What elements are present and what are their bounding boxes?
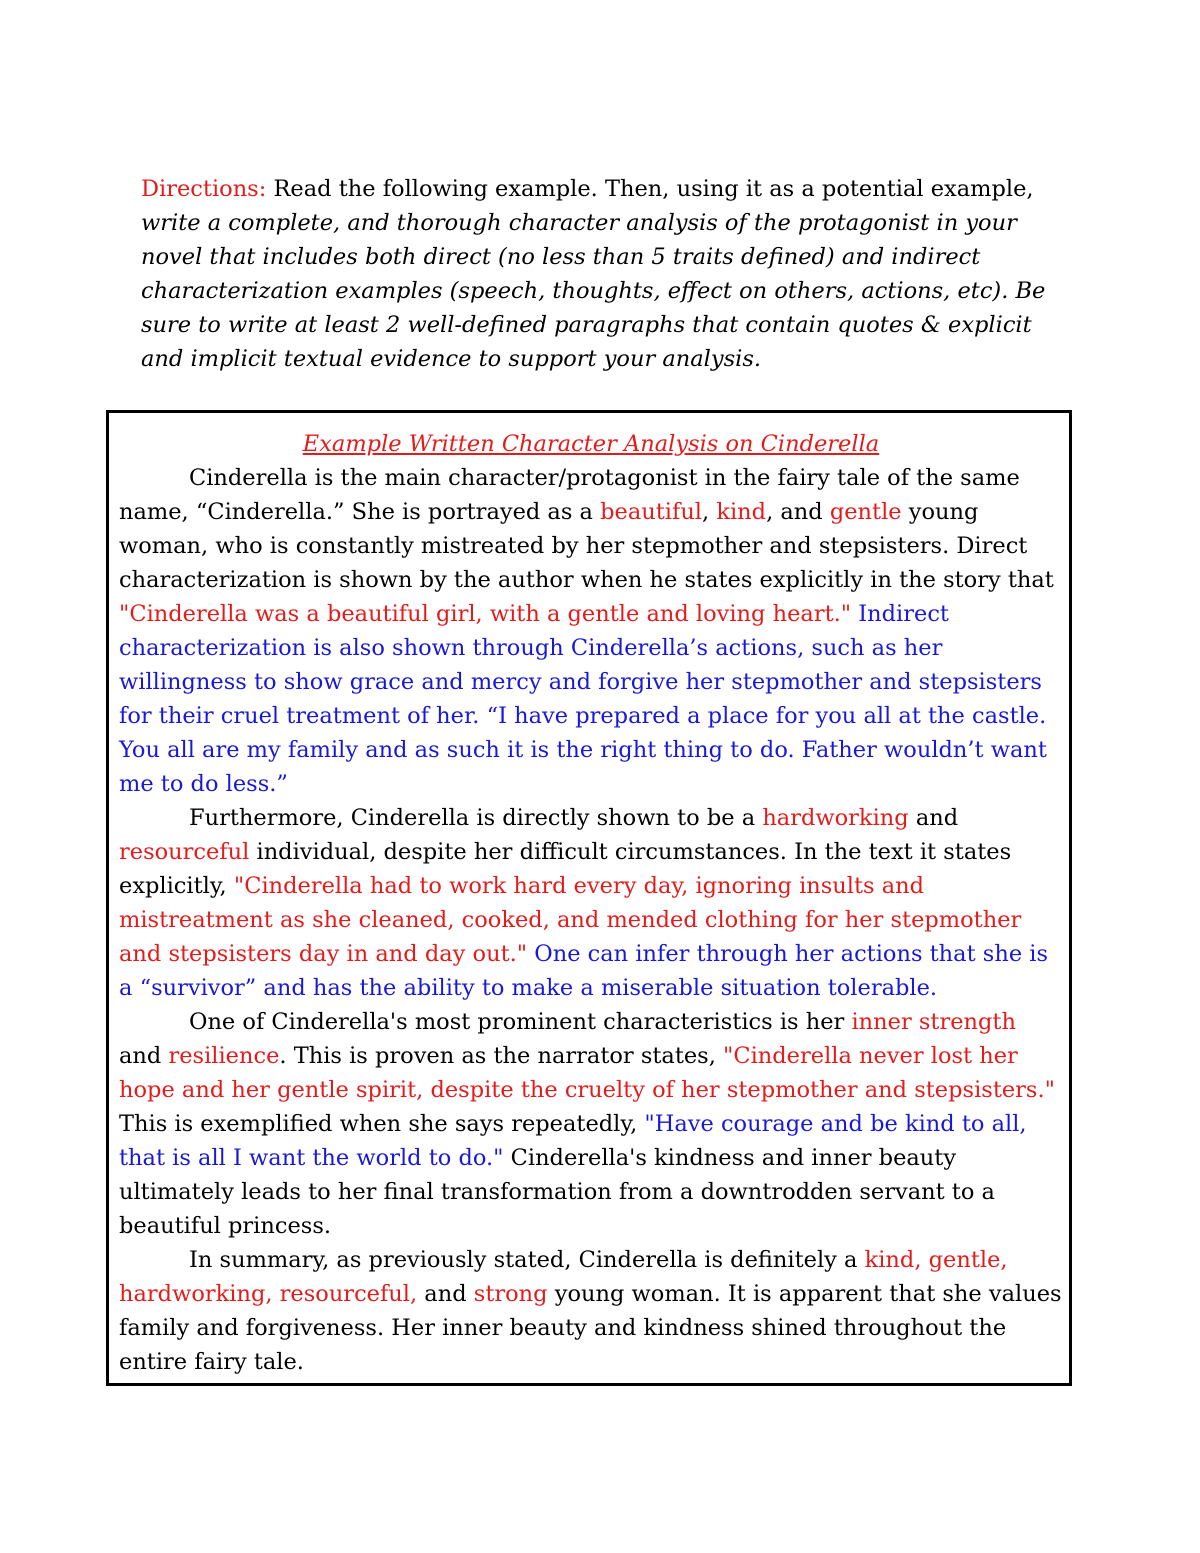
p1-indirect-characterization: Indirect characterization is also shown through Cinderella’s actions, such as her willingness to show grace and mercy and forgive her stepmother and stepsisters for their cruel treatment of her. “I have prepared a place for you all at the castle. You all are my family and as such it is the right thing to do. Father wouldn’t want me to do less.” <box>119 601 1047 797</box>
trait-resourceful: resourceful <box>119 839 250 865</box>
traits-summary: kind, gentle, hardworking, resourceful, <box>119 1247 1008 1307</box>
p4-text-2: and <box>417 1281 474 1307</box>
p3-speech-quote: "Have courage and be kind to all, that is all I want the world to do." <box>119 1111 1027 1171</box>
p4-text-3: young woman. It is apparent that she values family and forgiveness. Her inner beauty and kindness shined throughout the entire fairy tale. <box>119 1281 1062 1375</box>
paragraph-2 <box>119 801 1063 1005</box>
directions-intro: Read the following example. Then, using it as a potential example, <box>266 176 1034 202</box>
paragraph-3 <box>119 1005 1063 1243</box>
p3-text-2: and <box>119 1043 169 1069</box>
p2-inference: One can infer through her actions that she is a “survivor” and has the ability to make a miserable situation tolerable. <box>119 941 1049 1001</box>
p1-text-2: , <box>702 499 717 525</box>
p3-text-4: This is exemplified when she says repeatedly, <box>119 1111 645 1137</box>
p3-text-3: . This is proven as the narrator states, <box>279 1043 724 1069</box>
directions-label: Directions: <box>141 176 267 202</box>
p1-direct-quote: "Cinderella was a beautiful girl, with a gentle and loving heart." <box>119 601 852 627</box>
p1-text-3: , and <box>766 499 830 525</box>
paragraph-1 <box>119 461 1063 801</box>
p3-text-5: Cinderella's kindness and inner beauty ultimately leads to her final transformation from a downtrodden servant to a beautiful princess. <box>119 1145 995 1239</box>
p2-direct-quote: "Cinderella had to work hard every day, ignoring insults and mistreatment as she cleaned, cooked, and mended clothing for her stepmother and stepsisters day in and day out." <box>119 873 1022 967</box>
p3-narrator-quote: "Cinderella never lost her hope and her gentle spirit, despite the cruelty of her stepmother and stepsisters." <box>119 1043 1055 1103</box>
p1-text-1: Cinderella is the main character/protagonist in the fairy tale of the same name, “Cinderella.” She is portrayed as a <box>119 465 1020 525</box>
example-box <box>106 410 1072 1386</box>
trait-strong: strong <box>473 1281 548 1307</box>
p2-text-3: individual, despite her difficult circumstances. In the text it states explicitly, <box>119 839 1012 899</box>
trait-hardworking: hardworking <box>762 805 909 831</box>
p2-text-2: and <box>908 805 959 831</box>
p3-text-1: One of Cinderella's most prominent characteristics is her <box>189 1009 852 1035</box>
p2-text-1: Furthermore, Cinderella is directly shown to be a <box>189 805 763 831</box>
directions-paragraph <box>141 172 1076 376</box>
paragraph-4 <box>119 1243 1063 1379</box>
p4-text-1: In summary, as previously stated, Cinderella is definitely a <box>189 1247 865 1273</box>
example-title: Example Written Character Analysis on Cinderella <box>302 431 880 457</box>
trait-kind: kind <box>716 499 767 525</box>
p1-text-4: young woman, who is constantly mistreated by her stepmother and stepsisters. Direct characterization is shown by the author when he states explicitly in the story that <box>119 499 1054 593</box>
trait-beautiful: beautiful <box>600 499 703 525</box>
directions-instructions: write a complete, and thorough character analysis of the protagonist in your novel that includes both direct (no less than 5 traits defined) and indirect characterization examples (speech, thoughts, effect on others, actions, etc). Be sure to write at least 2 well-defined paragraphs that contain quotes & explicit and implicit textual evidence to support your analysis. <box>141 210 1046 372</box>
trait-gentle: gentle <box>829 499 902 525</box>
trait-inner-strength: inner strength <box>851 1009 1016 1035</box>
trait-resilience: resilience <box>168 1043 280 1069</box>
